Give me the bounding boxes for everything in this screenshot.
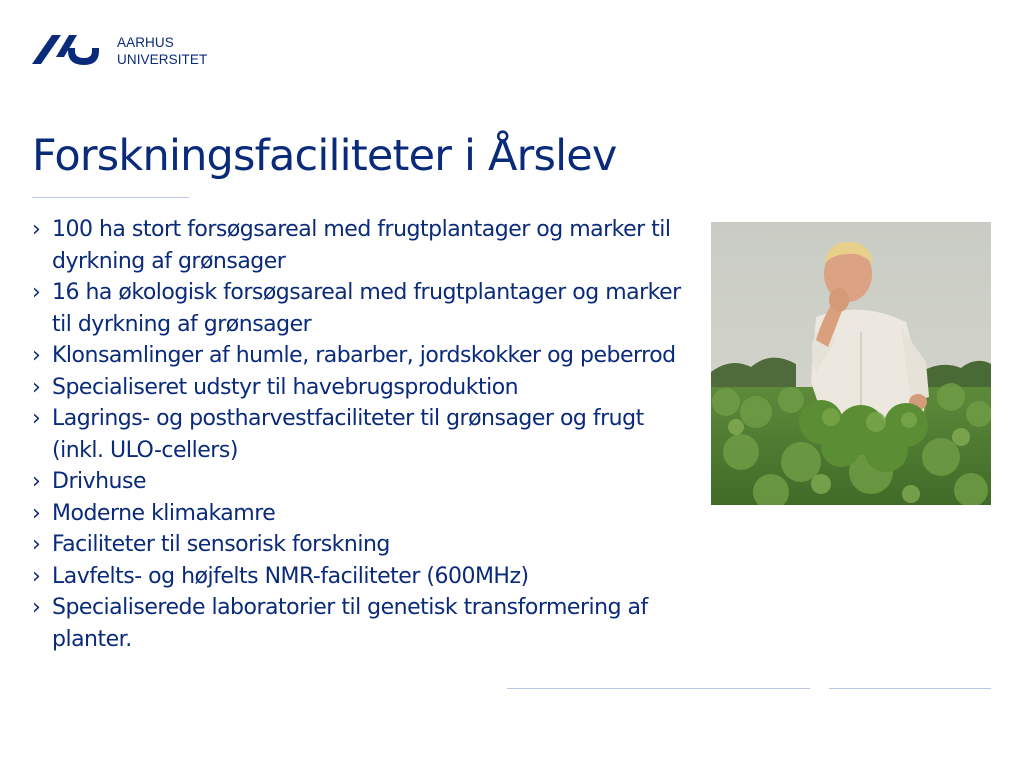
bullet-marker-icon: › [32,563,41,589]
bullet-marker-icon: › [32,374,41,400]
bullet-marker-icon: › [32,280,41,305]
bullet-text: Lagrings- og postharvestfaciliteter til grønsager og frugt (inkl. ULO-cellers) [52,406,644,463]
bullet-item [32,529,697,561]
bullet-item [32,340,697,372]
bullet-text: Specialiserede laboratorier til genetisk transformering af planter. [52,595,648,652]
bullet-item [32,561,697,593]
slide-title: Forskningsfaciliteter i Årslev [32,131,617,181]
title-divider [32,197,189,198]
bullet-text: 16 ha økologisk forsøgsareal med frugtplantager og marker til dyrkning af grønsager [52,280,681,337]
bullet-item [32,277,697,340]
bullet-item [32,214,697,277]
bullet-text: Faciliteter til sensorisk forskning [52,532,390,557]
university-name [117,34,207,68]
bullet-text: 100 ha stort forsøgsareal med frugtplantager og marker til dyrkning af grønsager [52,217,671,274]
bullet-marker-icon: › [32,500,41,526]
bullet-item [32,403,697,466]
bullet-marker-icon: › [32,217,41,242]
bullet-item [32,498,697,530]
bullet-item [32,466,697,498]
bullet-marker-icon: › [32,343,41,368]
bullet-marker-icon: › [32,595,41,620]
bullet-marker-icon: › [32,469,41,494]
bullet-item [32,372,697,404]
bullet-marker-icon: › [32,532,41,557]
university-name-line2: UNIVERSITET [117,52,208,67]
researcher-photo [711,222,991,505]
university-name-line1: AARHUS [117,35,174,50]
bullet-text: Specialiseret udstyr til havebrugsproduktion [52,374,519,400]
bullet-list [32,214,697,655]
bullet-item [32,592,697,655]
bullet-text: Klonsamlinger af humle, rabarber, jordskokker og peberrod [52,343,676,368]
aarhus-university-logo-icon [32,31,102,67]
bullet-text: Lavfelts- og højfelts NMR-faciliteter (600MHz) [52,563,529,589]
footer-divider-right [829,688,991,689]
bullet-text: Moderne klimakamre [52,500,276,526]
footer-divider-left [507,688,810,689]
bullet-marker-icon: › [32,406,41,431]
bullet-text: Drivhuse [52,469,147,494]
